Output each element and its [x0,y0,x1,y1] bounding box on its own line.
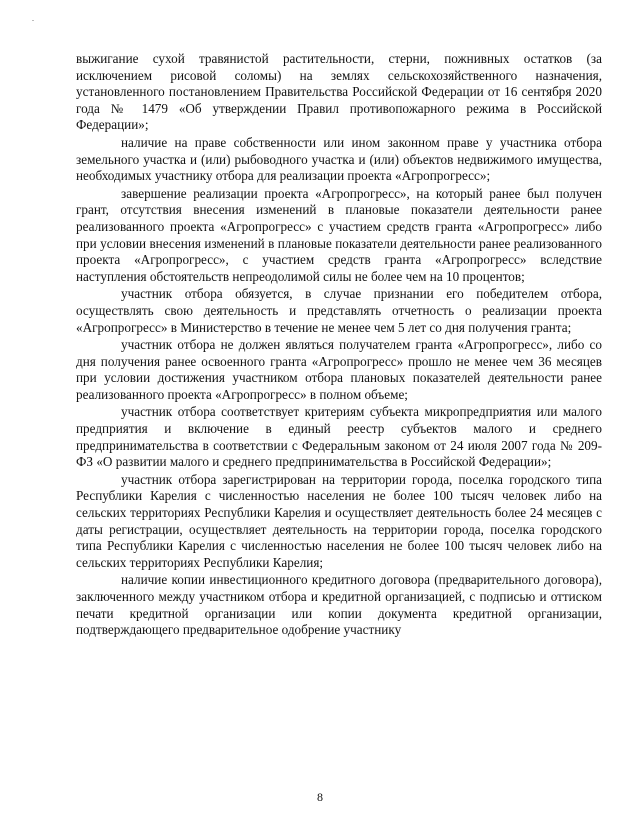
paragraph-continuation: выжигание сухой травянистой растительности, стерни, пожнивных остатков (за исключением рисовой соломы) на землях сельскохозяйственного назначения, установленного постановлением Правительства Российской Федерации от 16 сентября 2020 года № 1479 «Об утверждении Правил противопожарного режима в Российской Федерации»; [76,51,602,133]
paragraph-reporting-obligation: участник отбора обязуется, в случае признании его победителем отбора, осуществлять свою деятельность и представлять отчетность о реализации проекта «Агропрогресс» в Министерство в течение не менее чем 5 лет со дня получения гранта; [76,286,602,335]
paragraph-small-business-criteria: участник отбора соответствует критериям субъекта микропредприятия или малого предприятия и включение в единый реестр субъектов малого и среднего предпринимательства в соответствии с Федеральным законом от 24 июля 2007 года № 209-ФЗ «О развитии малого и среднего предпринимательства в Российской Федерации»; [76,404,602,470]
body-text [76,51,602,640]
paragraph-project-completion: завершение реализации проекта «Агропрогресс», на который ранее был получен грант, отсутствия внесения изменений в плановые показатели деятельности ранее реализованного проекта «Агропрогресс» с участием средств гранта «Агропрогресс» либо при условии внесения изменений в плановые показатели деятельности ранее реализованного проекта «Агропрогресс», с участием средств гранта «Агропрогресс» вследствие наступления обстоятельств непреодолимой силы не более чем на 10 процентов; [76,185,602,284]
paragraph-grant-recipient: участник отбора не должен являться получателем гранта «Агропрогресс», либо со дня получения ранее освоенного гранта «Агропрогресс» прошло не менее чем 36 месяцев при условии достижения участником отбора плановых показателей деятельности ранее реализованного проекта «Агропрогресс» в полном объеме; [76,337,602,402]
page-number: 8 [317,790,323,804]
paragraph-registration-territory: участник отбора зарегистрирован на территории города, поселка городского типа Республики Карелия с численностью населения не более 100 тысяч человек либо на сельских территориях Республики Карелия и осуществляет деятельность более 24 месяцев с даты регистрации, осуществляет деятельность на территории города, поселка городского типа Республики Карелия с численностью населения не более 100 тысяч человек либо на сельских территориях Республики Карелия; [76,471,602,570]
paragraph-property-rights: наличие на праве собственности или ином законном праве у участника отбора земельного участка и (или) рыбоводного участка и (или) объектов недвижимого имущества, необходимых участнику отбора для реализации проекта «Агропрогресс»; [76,134,602,184]
scan-artifact [32,20,34,21]
paragraph-credit-agreement: наличие копии инвестиционного кредитного договора (предварительного договора), заключенного между участником отбора и кредитной организацией, с подписью и оттиском печати кредитной организации или копии документа кредитной организации, подтверждающего предварительное одобрение участнику [76,572,602,638]
